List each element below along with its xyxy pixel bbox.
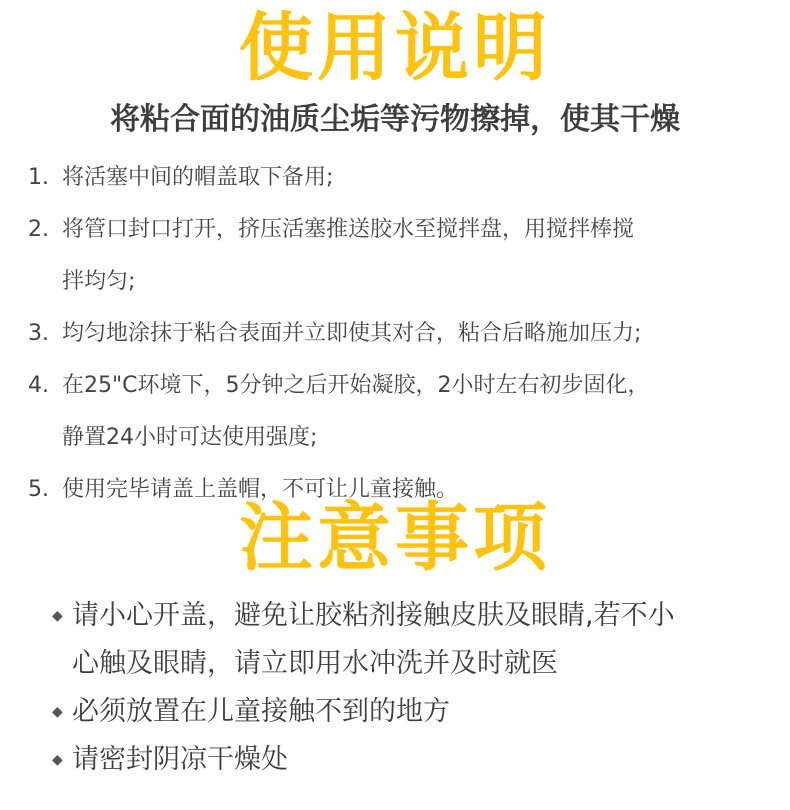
usage-steps-list	[28, 152, 768, 516]
precaution-item	[52, 688, 772, 736]
step-number: 3.	[28, 321, 49, 346]
step-number: 1.	[28, 165, 49, 190]
precaution-text: 请小心开盖，避免让胶粘剂接触皮肤及眼睛,若不小 心触及眼睛，请立即用水冲洗并及时就医	[72, 600, 675, 679]
step-text: 在25"C环境下，5分钟之后开始凝胶，2小时左右初步固化， 静置24小时可达使用强度;	[62, 373, 650, 450]
step-text: 使用完毕请盖上盖帽，不可让儿童接触。	[62, 477, 459, 502]
usage-instructions-title: 使用说明	[239, 5, 551, 91]
step-text: 将管口封口打开，挤压活塞推送胶水至搅拌盘，用搅拌棒搅 拌均匀;	[62, 217, 635, 294]
step-item	[28, 360, 768, 464]
diamond-bullet-icon: ◆	[52, 704, 63, 720]
precautions-title: 注意事项	[239, 495, 551, 581]
step-text: 均匀地涂抹于粘合表面并立即使其对合，粘合后略施加压力;	[62, 321, 642, 346]
step-number: 5.	[28, 477, 49, 502]
step-number: 4.	[28, 373, 49, 398]
step-number: 2.	[28, 217, 49, 242]
step-item	[28, 152, 768, 204]
usage-subtitle: 将粘合面的油质尘垢等污物擦掉，使其干燥	[110, 102, 680, 137]
precaution-item	[52, 592, 772, 688]
step-text: 将活塞中间的帽盖取下备用;	[62, 165, 334, 190]
step-item	[28, 308, 768, 360]
step-item	[28, 204, 768, 308]
diamond-bullet-icon: ◆	[52, 608, 63, 624]
precaution-text: 必须放置在儿童接触不到的地方	[72, 696, 450, 727]
precaution-item	[52, 736, 772, 784]
precautions-list	[52, 592, 772, 784]
precaution-text: 请密封阴凉干燥处	[72, 744, 288, 775]
diamond-bullet-icon: ◆	[52, 752, 63, 768]
